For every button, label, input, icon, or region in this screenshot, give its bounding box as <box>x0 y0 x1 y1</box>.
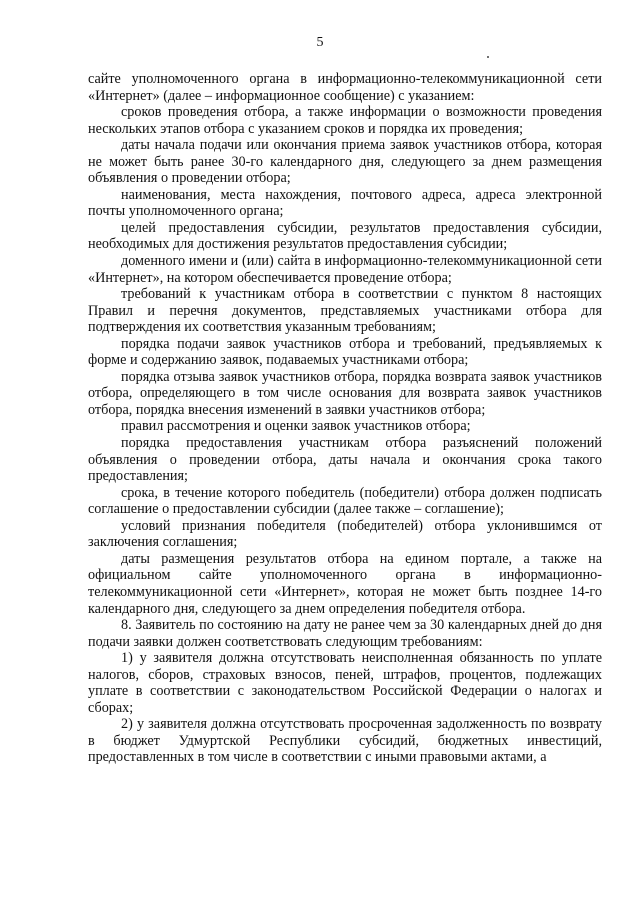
paragraph-section-8: 8. Заявитель по состоянию на дату не ранее чем за 30 календарных дней до дня подачи заявки должен соответствовать следующим требованиям: <box>88 617 602 650</box>
paragraph-selection-timing: сроков проведения отбора, а также информации о возможности проведения нескольких этапов отбора с указанием сроков и порядка их проведения; <box>88 104 602 137</box>
paragraph-domain-name: доменного имени и (или) сайта в информационно-телекоммуникационной сети «Интернет», на котором обеспечивается проведение отбора; <box>88 253 602 286</box>
paragraph-participant-requirements: требований к участникам отбора в соответствии с пунктом 8 настоящих Правил и перечня документов, представляемых участниками отбора для подтверждения их соответствия указанным требованиям; <box>88 286 602 336</box>
paragraph-application-submission: порядка подачи заявок участников отбора и требований, предъявляемых к форме и содержанию заявок, подаваемых участниками отбора; <box>88 335 602 369</box>
paragraph-continuation: сайте уполномоченного органа в информационно-телекоммуникационной сети «Интернет» (далее – информационное сообщение) с указанием: <box>88 71 602 104</box>
paragraph-clarifications: порядка предоставления участникам отбора разъяснений положений объявления о проведении отбора, даты начала и окончания срока такого предоставления; <box>88 435 602 485</box>
page-number: 5 <box>316 35 324 50</box>
paragraph-subsidy-goals: целей предоставления субсидии, результатов предоставления субсидии, необходимых для достижения результатов предоставления субсидии; <box>88 219 602 253</box>
paragraph-application-withdrawal: порядка отзыва заявок участников отбора, порядка возврата заявок участников отбора, определяющего в том числе основания для возврата заявок участников отбора, порядка внесения изменений в заявки участников отбора; <box>88 368 602 418</box>
scan-speck <box>487 56 489 58</box>
paragraph-agreement-deadline: срока, в течение которого победитель (победители) отбора должен подписать соглашение о предоставлении субсидии (далее также – соглашение); <box>88 484 602 518</box>
paragraph-authority-contacts: наименования, места нахождения, почтового адреса, адреса электронной почты уполномоченного органа; <box>88 186 602 220</box>
paragraph-requirement-2: 2) у заявителя должна отсутствовать просроченная задолженность по возврату в бюджет Удмуртской Республики субсидий, бюджетных инвестиций, предоставленных в том числе в соответствии с иными правовыми актами, а <box>88 716 602 766</box>
paragraph-requirement-1: 1) у заявителя должна отсутствовать неисполненная обязанность по уплате налогов, сборов, страховых взносов, пеней, штрафов, процентов, подлежащих уплате в соответствии с законодательством Российской Федерации о налогах и сборах; <box>88 650 602 716</box>
paragraph-application-dates: даты начала подачи или окончания приема заявок участников отбора, которая не может быть ранее 30-го календарного дня, следующего за днем размещения объявления о проведении отбора; <box>88 137 602 187</box>
document-body <box>88 71 602 766</box>
paragraph-results-publication: даты размещения результатов отбора на едином портале, а также на официальном сайте уполномоченного органа в информационно-телекоммуникационной сети «Интернет», которая не может быть позднее 14-го календарного дня, следующего за днем определения победителя отбора. <box>88 550 602 617</box>
paragraph-evasion-conditions: условий признания победителя (победителей) отбора уклонившимся от заключения соглашения; <box>88 517 602 551</box>
paragraph-evaluation-rules: правил рассмотрения и оценки заявок участников отбора; <box>121 418 471 435</box>
